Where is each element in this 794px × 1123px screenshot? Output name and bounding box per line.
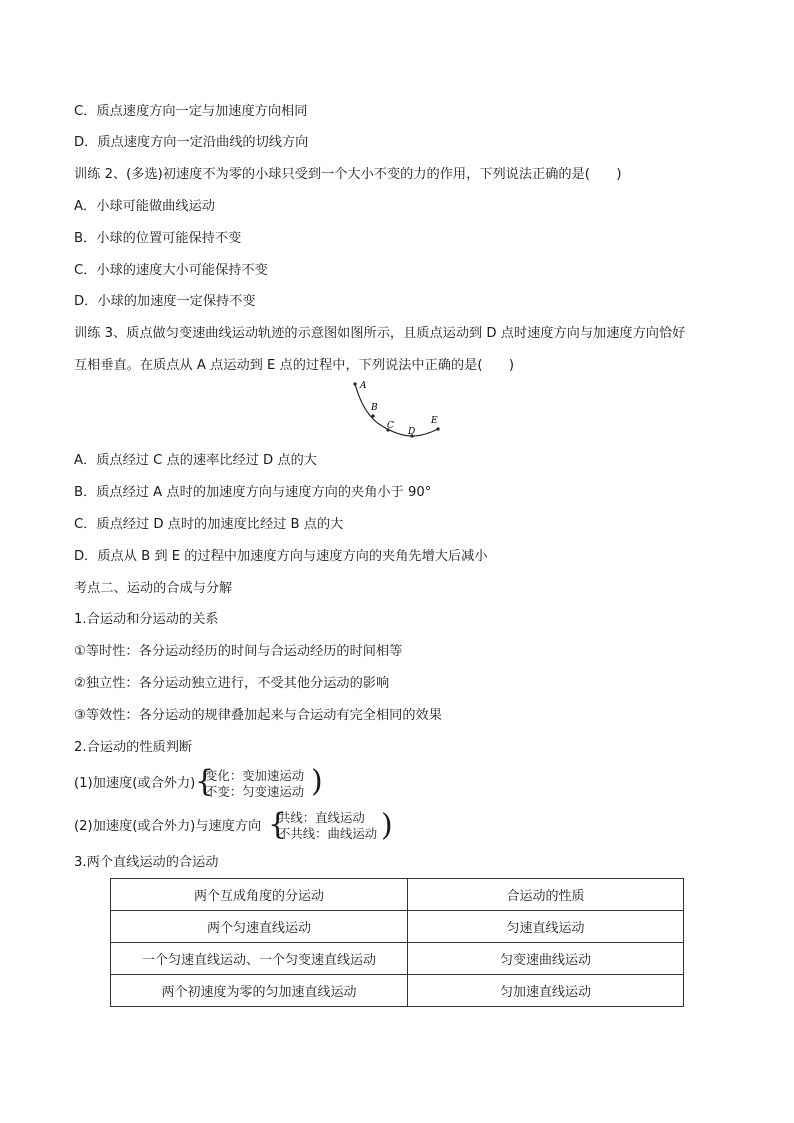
table-cell: 两个初速度为零的匀加速直线运动 [111, 975, 408, 1007]
point-e [436, 427, 439, 430]
q2-option-c: C．小球的速度大小可能保持不变 [74, 263, 268, 278]
brace-2-top: 共线：直线运动 [278, 810, 365, 825]
subsection-2: 2.合运动的性质判断 [74, 740, 193, 755]
table-cell: 一个匀速直线运动、一个匀变速直线运动 [111, 943, 408, 975]
question-3-line1: 训练 3、质点做匀变速曲线运动轨迹的示意图如图所示，且质点运动到 D 点时速度方向与加速度方向恰好 [74, 326, 686, 341]
table-cell: 匀变速曲线运动 [408, 943, 684, 975]
q2-option-b: B．小球的位置可能保持不变 [74, 231, 242, 246]
label-a: A [360, 381, 367, 391]
subsection-1-c: ③等效性：各分运动的规律叠加起来与合运动有完全相同的效果 [74, 708, 442, 723]
table-row [111, 879, 684, 911]
brace-1-close: ) [311, 764, 323, 799]
brace-1-lead: (1)加速度(或合外力) [74, 776, 196, 791]
option-d-text: D．质点速度方向一定沿曲线的切线方向 [74, 135, 309, 150]
question-2: 训练 2、(多选)初速度不为零的小球只受到一个大小不变的力的作用，下列说法正确的是( ) [74, 167, 622, 182]
section-heading-2: 考点二、运动的合成与分解 [74, 581, 233, 596]
q3-option-a: A．质点经过 C 点的速率比经过 D 点的大 [74, 453, 317, 468]
q3-option-d: D．质点从 B 到 E 的过程中加速度方向与速度方向的夹角先增大后减小 [74, 549, 488, 564]
table-header-cell: 合运动的性质 [408, 879, 684, 911]
trajectory-curve [355, 384, 438, 436]
label-c: C [387, 421, 394, 431]
brace-1-bottom: 不变：匀变速运动 [205, 784, 305, 799]
trajectory-figure [350, 378, 450, 446]
brace-2-bottom: 不共线：曲线运动 [278, 826, 378, 841]
q3-option-b: B．质点经过 A 点时的加速度方向与速度方向的夹角小于 90° [74, 485, 432, 500]
q2-option-d: D．小球的加速度一定保持不变 [74, 294, 256, 309]
subsection-1-b: ②独立性：各分运动独立进行，不受其他分运动的影响 [74, 676, 390, 691]
table-header-cell: 两个互成角度的分运动 [111, 879, 408, 911]
label-e: E [431, 416, 438, 426]
table-row [111, 943, 684, 975]
table-cell: 两个匀速直线运动 [111, 911, 408, 943]
label-b: B [371, 403, 378, 413]
brace-1-open: { [195, 764, 215, 799]
brace-2-lead: (2)加速度(或合外力)与速度方向 [74, 819, 262, 834]
point-a [353, 382, 356, 385]
motion-table [110, 878, 684, 1007]
table-cell: 匀加速直线运动 [408, 975, 684, 1007]
brace-block-2 [74, 808, 414, 844]
brace-1-top: 变化：变加速运动 [205, 768, 305, 783]
subsection-1: 1.合运动和分运动的关系 [74, 612, 219, 627]
point-b [371, 414, 374, 417]
brace-2-close: ) [381, 808, 393, 843]
brace-block-1 [74, 766, 374, 802]
table-row [111, 911, 684, 943]
subsection-1-a: ①等时性：各分运动经历的时间与合运动经历的时间相等 [74, 644, 403, 659]
table-cell: 匀速直线运动 [408, 911, 684, 943]
question-3-line2: 互相垂直。在质点从 A 点运动到 E 点的过程中，下列说法中正确的是( ) [74, 358, 515, 373]
q2-option-a: A．小球可能做曲线运动 [74, 199, 215, 214]
label-d: D [408, 427, 416, 437]
q3-option-c: C．质点经过 D 点时的加速度比经过 B 点的大 [74, 517, 344, 532]
option-c-text: C．质点速度方向一定与加速度方向相同 [74, 104, 308, 119]
subsection-3: 3.两个直线运动的合运动 [74, 855, 219, 870]
brace-2-open: { [268, 807, 288, 842]
table-row [111, 975, 684, 1007]
